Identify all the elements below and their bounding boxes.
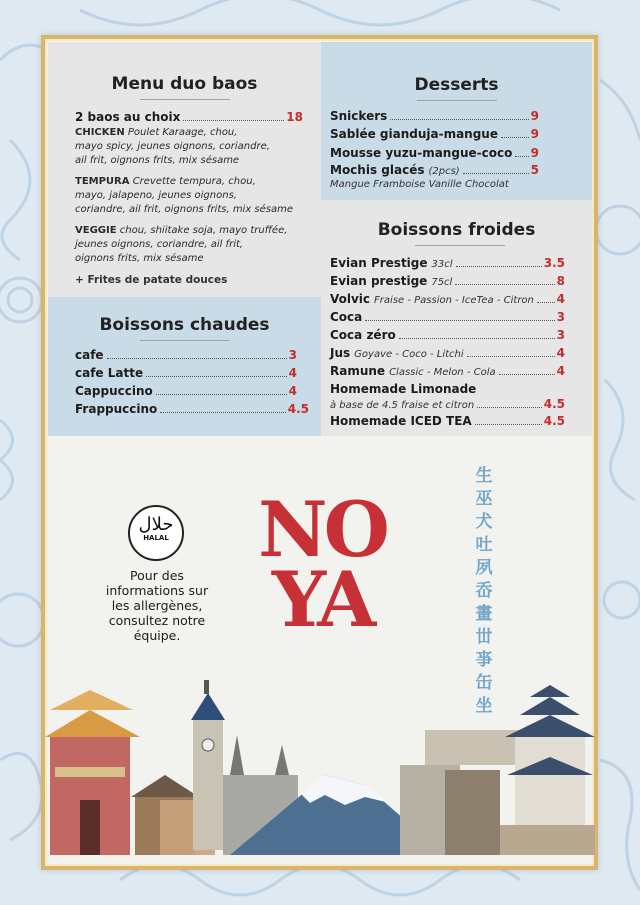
dot-leader — [501, 137, 529, 138]
dot-leader — [537, 302, 555, 303]
item-sub: Classic - Melon - Cola — [389, 367, 496, 378]
item-price: 3.5 — [543, 256, 565, 270]
item-name: Snickers — [330, 109, 388, 123]
decorative-glyph: 吐 — [475, 535, 493, 555]
item-price: 3 — [288, 348, 297, 362]
item-name: cafe — [75, 348, 104, 362]
boissons-chaudes-panel — [48, 297, 321, 436]
item-name: Coca — [330, 310, 363, 324]
halal-badge — [128, 505, 184, 561]
decorative-glyph: 丗 — [475, 627, 493, 647]
drink-item — [75, 366, 297, 380]
item-name: Homemade Limonade — [330, 382, 477, 396]
section-title: Desserts — [414, 75, 499, 95]
decorative-glyph: 巫 — [475, 489, 493, 509]
drink-item — [75, 384, 297, 398]
item-sub: 75cl — [431, 277, 453, 288]
item-name: Jus — [330, 346, 351, 360]
drink-item-name — [330, 382, 476, 396]
title-underline — [140, 340, 230, 341]
item-name: Frappuccino — [75, 402, 158, 416]
decorative-glyph: 生 — [475, 466, 493, 486]
variant-desc: oignons frits, mix sésame — [75, 253, 204, 264]
variant-desc: ail frit, oignons frits, mix sésame — [75, 155, 240, 166]
item-name: Volvic — [330, 292, 371, 306]
dessert-item — [330, 109, 539, 123]
item-sub: Fraise - Passion - IceTea - Citron — [374, 295, 534, 306]
item-price: 4 — [288, 384, 297, 398]
decorative-glyph: 坐 — [475, 696, 493, 716]
dot-leader — [156, 394, 287, 395]
variant-name: VEGGIE — [75, 225, 117, 236]
item-price: 8 — [556, 274, 565, 288]
city-skyline-illustration — [45, 675, 595, 865]
drink-item — [330, 364, 565, 378]
drink-item — [330, 414, 565, 428]
logo-line: YA — [271, 555, 373, 644]
dessert-item — [330, 146, 539, 160]
item-price: 9 — [530, 127, 539, 141]
dot-leader — [183, 120, 284, 121]
item-name: Homemade ICED TEA — [330, 414, 472, 428]
dessert-item — [330, 163, 539, 177]
variant-tempura — [75, 175, 315, 217]
noya-logo — [258, 485, 386, 644]
item-price: 9 — [530, 109, 539, 123]
item-price: 4 — [288, 366, 297, 380]
allergy-line: équipe. — [133, 628, 181, 643]
decorative-glyph: 亊 — [475, 650, 493, 670]
dot-leader — [365, 320, 554, 321]
item-price: 4.5 — [287, 402, 309, 416]
halal-label: HALAL — [143, 534, 169, 542]
variant-chicken — [75, 126, 315, 168]
variant-desc: Crevette tempura, chou, — [132, 176, 256, 187]
decorative-glyph: 夙 — [475, 558, 493, 578]
menu-item — [75, 110, 303, 124]
item-name: Evian Prestige — [330, 256, 428, 270]
variant-desc: jeunes oignons, coriandre, ail frit, — [75, 239, 244, 250]
item-name: Mousse yuzu-mangue-coco — [330, 146, 513, 160]
item-sub: à base de 4.5 fraise et citron — [330, 400, 475, 411]
dot-leader — [456, 266, 542, 267]
item-sub: (2pcs) — [428, 166, 460, 177]
dot-leader — [477, 407, 542, 408]
dot-leader — [146, 376, 287, 377]
variant-desc: mayo spicy, jeunes oignons, coriandre, — [75, 141, 270, 152]
halal-arabic: حلال — [138, 514, 174, 535]
item-price: 3 — [556, 310, 565, 324]
item-price: 9 — [530, 146, 539, 160]
drink-item — [330, 397, 565, 411]
variant-name: TEMPURA — [75, 176, 130, 187]
drink-item — [330, 328, 565, 342]
item-name: cafe Latte — [75, 366, 144, 380]
item-price: 3 — [556, 328, 565, 342]
variant-desc: mayo, jalapeno, jeunes oignons, — [75, 190, 237, 201]
decorative-glyph: 缶 — [475, 673, 493, 693]
decorative-glyph: 犬 — [475, 512, 493, 532]
drink-item — [330, 346, 565, 360]
boissons-froides-panel — [321, 200, 592, 436]
allergy-line: consultez notre — [108, 613, 206, 628]
variant-desc: Poulet Karaage, chou, — [127, 127, 238, 138]
section-title: Boissons froides — [377, 220, 536, 240]
allergy-line: informations sur — [105, 583, 209, 598]
allergy-note — [95, 568, 219, 643]
dot-leader — [499, 374, 555, 375]
item-name: Cappuccino — [75, 384, 153, 398]
item-name: Coca zéro — [330, 328, 396, 342]
item-sub: 33cl — [431, 259, 453, 270]
drink-item — [75, 402, 309, 416]
item-price: 4 — [556, 292, 565, 306]
dot-leader — [467, 356, 555, 357]
title-underline — [140, 99, 230, 100]
title-underline — [417, 100, 497, 101]
desserts-panel — [321, 42, 592, 200]
item-price: 5 — [530, 163, 539, 177]
dot-leader — [390, 119, 528, 120]
item-price: 4.5 — [543, 414, 565, 428]
item-price: 18 — [286, 110, 303, 124]
menu-duo-panel — [48, 42, 321, 297]
item-name: Evian prestige — [330, 274, 428, 288]
section-title: Boissons chaudes — [99, 315, 270, 335]
logo-line: NO — [258, 485, 386, 574]
drink-item — [330, 274, 565, 288]
mochi-flavors: Mangue Framboise Vanille Chocolat — [330, 179, 509, 190]
dot-leader — [399, 338, 555, 339]
extra-fries: + Frites de patate douces — [75, 274, 228, 286]
drink-item — [330, 310, 565, 324]
dot-leader — [160, 412, 285, 413]
decorative-glyph: 岙 — [475, 581, 493, 601]
allergy-line: Pour des — [130, 568, 184, 583]
dot-leader — [463, 173, 529, 174]
dot-leader — [455, 284, 554, 285]
variant-desc: chou, shiitake soja, mayo truffée, — [119, 225, 288, 236]
item-sub: Goyave - Coco - Litchi — [354, 349, 464, 360]
dot-leader — [515, 156, 528, 157]
item-price: 4 — [556, 346, 565, 360]
dot-leader — [107, 358, 287, 359]
variant-veggie — [75, 224, 315, 266]
item-name: Ramune — [330, 364, 386, 378]
variant-desc: coriandre, ail frit, oignons frits, mix sésame — [75, 204, 294, 215]
drink-item — [75, 348, 297, 362]
drink-item — [330, 256, 565, 270]
item-price: 4.5 — [543, 397, 565, 411]
variant-name: CHICKEN — [75, 127, 125, 138]
dot-leader — [475, 424, 542, 425]
item-name: Sablée gianduja-mangue — [330, 127, 498, 141]
dessert-item — [330, 127, 539, 141]
decorative-glyph: 畫 — [475, 604, 493, 624]
item-name: 2 baos au choix — [75, 110, 181, 124]
allergy-line: les allergènes, — [111, 598, 203, 613]
title-underline — [415, 245, 505, 246]
item-price: 4 — [556, 364, 565, 378]
section-title: Menu duo baos — [111, 74, 258, 94]
drink-item — [330, 292, 565, 306]
item-name: Mochis glacés — [330, 163, 425, 177]
